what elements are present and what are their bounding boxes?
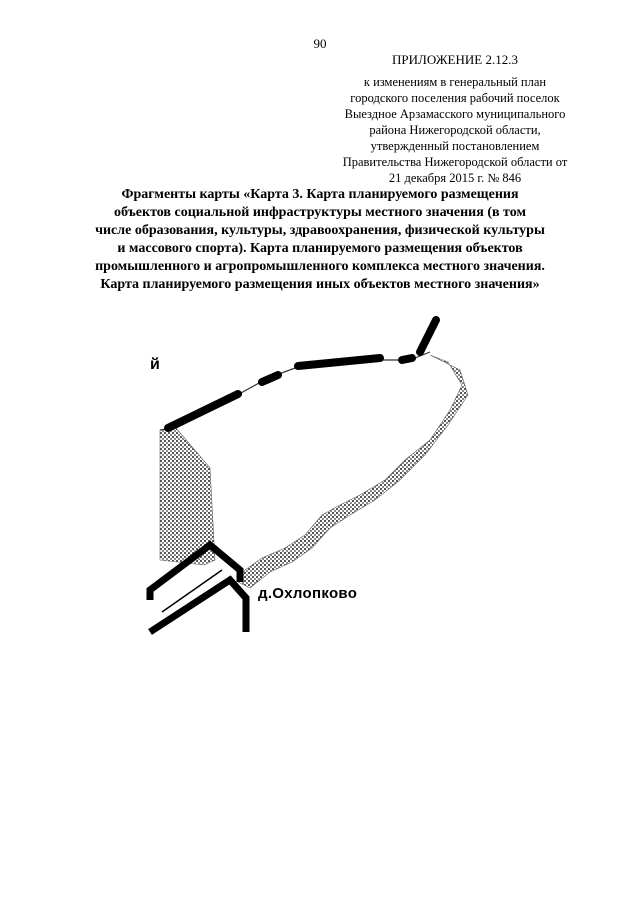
appendix-block bbox=[340, 52, 570, 186]
document-heading bbox=[82, 186, 558, 294]
appendix-line: Выездное Арзамасского муниципального bbox=[344, 107, 566, 121]
appendix-line: 21 декабря 2015 г. № 846 bbox=[388, 171, 522, 185]
appendix-line: Правительства Нижегородской области от bbox=[342, 155, 568, 169]
heading-line: Фрагменты карты «Карта 3. Карта планируемого размещения bbox=[121, 187, 519, 202]
map-edge-label: й bbox=[150, 356, 160, 373]
heading-line: и массового спорта). Карта планируемого размещения объектов bbox=[117, 241, 523, 256]
appendix-line: городского поселения рабочий поселок bbox=[350, 91, 560, 105]
appendix-line: к изменениям в генеральный план bbox=[363, 75, 547, 89]
appendix-title: ПРИЛОЖЕНИЕ 2.12.3 bbox=[392, 52, 518, 67]
heading-line: объектов социальной инфраструктуры местного значения (в том bbox=[113, 205, 527, 220]
appendix-line: утвержденный постановлением bbox=[370, 139, 540, 153]
village-label: д.Охлопково bbox=[258, 585, 358, 602]
appendix-line: района Нижегородской области, bbox=[369, 123, 541, 137]
heading-line: Карта планируемого размещения иных объектов местного значения» bbox=[100, 277, 540, 292]
boundary-dashes bbox=[168, 320, 436, 428]
page-number: 90 bbox=[313, 36, 327, 51]
heading-line: промышленного и агропромышленного комплекса местного значения. bbox=[95, 259, 545, 274]
heading-line: числе образования, культуры, здравоохранения, физической культуры bbox=[95, 223, 545, 238]
hatched-strip bbox=[238, 355, 468, 588]
